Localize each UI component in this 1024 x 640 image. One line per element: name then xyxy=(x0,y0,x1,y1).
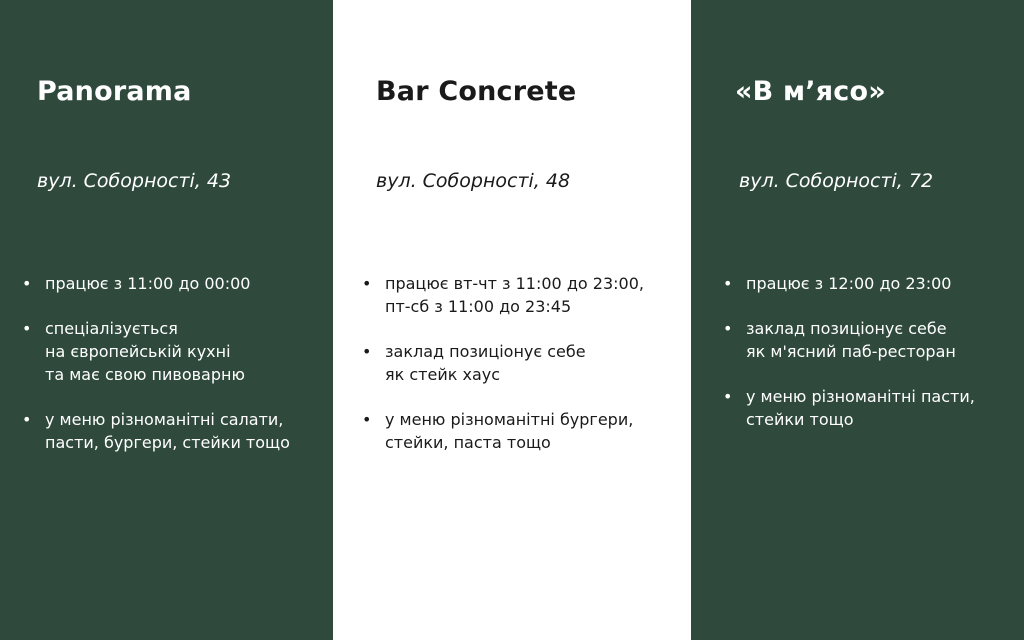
venue-address: вул. Соборності, 48 xyxy=(376,170,571,192)
feature-item xyxy=(362,408,644,454)
feature-item xyxy=(723,317,975,363)
venue-features xyxy=(362,272,644,476)
feature-item xyxy=(723,385,975,431)
bullet-icon: • xyxy=(22,410,32,429)
bullet-icon: • xyxy=(362,274,372,293)
bullet-icon: • xyxy=(723,319,733,338)
venue-title: Bar Concrete xyxy=(376,76,577,107)
feature-text: працює з 11:00 до 00:00 xyxy=(45,274,251,293)
feature-item xyxy=(22,317,290,386)
venue-address: вул. Соборності, 43 xyxy=(37,170,232,192)
venue-title: «В м’ясо» xyxy=(735,76,886,107)
venue-card-panorama xyxy=(0,0,333,640)
feature-text: заклад позиціонує себе як стейк хаус xyxy=(385,342,586,384)
feature-text: у меню різноманітні бургери, стейки, паста тощо xyxy=(385,410,634,452)
feature-item xyxy=(362,272,644,318)
feature-text: заклад позиціонує себе як м'ясний паб-ресторан xyxy=(746,319,956,361)
bullet-icon: • xyxy=(723,274,733,293)
bullet-icon: • xyxy=(362,342,372,361)
venue-title: Panorama xyxy=(37,76,192,107)
feature-text: у меню різноманітні пасти, стейки тощо xyxy=(746,387,975,429)
feature-item xyxy=(362,340,644,386)
bullet-icon: • xyxy=(22,319,32,338)
bullet-icon: • xyxy=(362,410,372,429)
venue-card-v-myaso xyxy=(691,0,1024,640)
feature-item xyxy=(22,408,290,454)
bullet-icon: • xyxy=(22,274,32,293)
venue-features xyxy=(22,272,290,476)
feature-text: у меню різноманітні салати, пасти, бургери, стейки тощо xyxy=(45,410,290,452)
feature-item xyxy=(723,272,975,295)
venue-features xyxy=(723,272,975,453)
feature-text: спеціалізується на європейській кухні та має свою пивоварню xyxy=(45,319,245,384)
venue-card-bar-concrete xyxy=(333,0,691,640)
bullet-icon: • xyxy=(723,387,733,406)
feature-text: працює з 12:00 до 23:00 xyxy=(746,274,952,293)
feature-item xyxy=(22,272,290,295)
feature-text: працює вт-чт з 11:00 до 23:00, пт-сб з 11:00 до 23:45 xyxy=(385,274,644,316)
venue-address: вул. Соборності, 72 xyxy=(739,170,934,192)
